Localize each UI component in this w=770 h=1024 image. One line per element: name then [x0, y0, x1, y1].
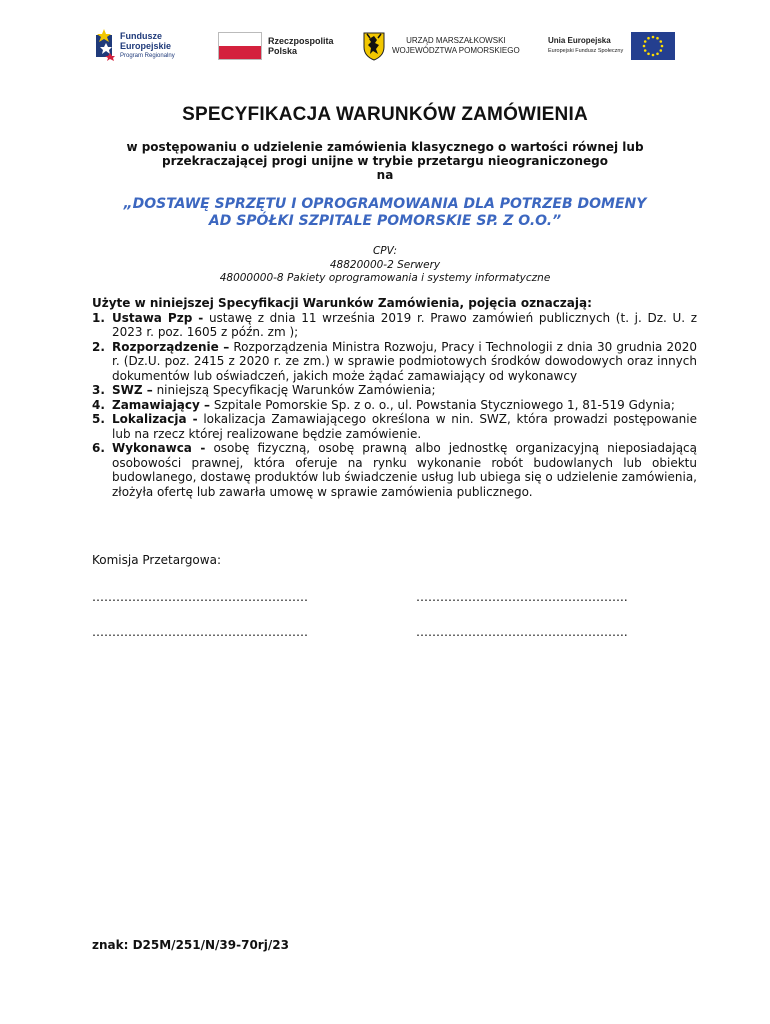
ue-logo-line1: Unia Europejska: [548, 36, 611, 45]
procedure-description: [90, 140, 680, 182]
definition-term: Rozporządzenie –: [112, 339, 230, 354]
definition-number: 6.: [92, 441, 105, 455]
definition-item: [92, 441, 697, 499]
definition-item: [92, 398, 697, 413]
fe-logo-line2: Europejskie: [120, 41, 172, 51]
urzad-marszalkowski-logo: [362, 24, 520, 68]
griffin-crest-icon: [362, 31, 386, 61]
procedure-line: w postępowaniu o udzielenie zamówienia klasycznego o wartości równej lub: [126, 140, 644, 154]
definition-number: 5.: [92, 412, 105, 426]
definition-text: Rozporządzenia Ministra Rozwoju, Pracy i Technologii z dnia 30 grudnia 2020 r. (Dz.U. poz. 2415 z 2020 r. ze zm.) w sprawie podmiotowych środków dowodowych oraz innych dokumentów lub oświadczeń, jakich może żądać zamawiający od wykonawcy: [112, 339, 697, 383]
procedure-line: przekraczającej progi unijne w trybie przetargu nieograniczonego: [162, 154, 608, 168]
definition-term: Wykonawca -: [112, 441, 206, 455]
subject-line: AD SPÓŁKI SZPITALE POMORSKIE SP. Z O.O.”: [208, 213, 562, 229]
rp-logo-line1: Rzeczpospolita: [268, 36, 334, 46]
polish-flag-icon: [218, 32, 262, 60]
ue-logo-line2: Europejski Fundusz Społeczny: [548, 48, 624, 54]
eu-flag-icon: [631, 32, 675, 60]
definition-item: [92, 311, 697, 340]
subject-line: „DOSTAWĘ SPRZĘTU I OPROGRAMOWANIA DLA POTRZEB DOMENY: [123, 196, 647, 212]
definition-number: 2.: [92, 339, 105, 354]
cpv-code: 48820000-2 Serwery: [329, 258, 441, 271]
fundusze-europejskie-logo: [96, 24, 175, 68]
header-logos: [96, 24, 688, 68]
cpv-code: 48000000-8 Pakiety oprogramowania i systemy informatyczne: [219, 272, 551, 284]
document-title: SPECYFIKACJA WARUNKÓW ZAMÓWIENIA: [182, 104, 588, 125]
um-logo-line1: URZĄD MARSZAŁKOWSKI: [406, 36, 506, 45]
definition-number: 1.: [92, 310, 105, 325]
fe-logo-line3: Program Regionalny: [120, 53, 175, 59]
definition-item: [92, 412, 697, 441]
definition-item: [92, 383, 697, 398]
cpv-label: CPV:: [372, 245, 398, 257]
fe-mark-icon: [96, 29, 116, 63]
definition-item: [92, 340, 697, 384]
definition-text: ustawę z dnia 11 września 2019 r. Prawo zamówień publicznych (t. j. Dz. U. z 2023 r. poz. 1605 z późn. zm );: [112, 310, 698, 339]
definition-term: SWZ –: [112, 383, 153, 397]
fe-logo-line1: Fundusze: [120, 31, 162, 41]
unia-europejska-logo: [548, 24, 675, 68]
rp-logo-line2: Polska: [268, 46, 298, 56]
definition-text: osobę fizyczną, osobę prawną albo jednostkę organizacyjną nieposiadającą osobowości prawnej, która oferuje na rynku wykonanie robót budowlanych lub obiektu budowlanego, dostawę produktów lub świadczenie usług lub ubiega się o udzielenie zamówienia, złożyła ofertę lub zawarła umowę w sprawie zamówienia publicznego.: [112, 441, 697, 499]
definition-text: niniejszą Specyfikację Warunków Zamówienia;: [152, 383, 436, 397]
commission-label: Komisja Przetargowa:: [92, 553, 221, 567]
definition-number: 3.: [92, 383, 105, 397]
definition-text: Szpitale Pomorskie Sp. z o. o., ul. Powstania Styczniowego 1, 81-519 Gdynia;: [210, 397, 675, 412]
rzeczpospolita-logo: [218, 24, 334, 68]
contract-subject: [70, 196, 700, 230]
definition-term: Ustawa Pzp -: [112, 310, 204, 325]
definition-term: Lokalizacja -: [112, 412, 198, 426]
procedure-line: na: [376, 168, 394, 182]
definitions-section: [92, 296, 697, 499]
signature-line-left: ………………………………………………: [92, 590, 308, 604]
cpv-codes: [90, 245, 680, 286]
signature-line-left: ………………………………………………: [92, 625, 308, 639]
um-logo-line2: WOJEWÓDZTWA POMORSKIEGO: [392, 46, 520, 55]
definitions-intro: Użyte w niniejszej Specyfikacji Warunków Zamówienia, pojęcia oznaczają:: [92, 296, 592, 310]
reference-number: znak: D25M/251/N/39-70rj/23: [92, 938, 289, 952]
definition-text: lokalizacja Zamawiającego określona w nin. SWZ, która prowadzi postępowanie lub na rzecz której realizowane będzie zamówienie.: [112, 412, 697, 441]
signature-line-right: ……………………………………………..: [416, 590, 628, 604]
definitions-list: [92, 311, 697, 500]
definition-term: Zamawiający –: [112, 397, 211, 412]
signature-line-right: ……………………………………………..: [416, 625, 628, 639]
definition-number: 4.: [92, 397, 105, 412]
